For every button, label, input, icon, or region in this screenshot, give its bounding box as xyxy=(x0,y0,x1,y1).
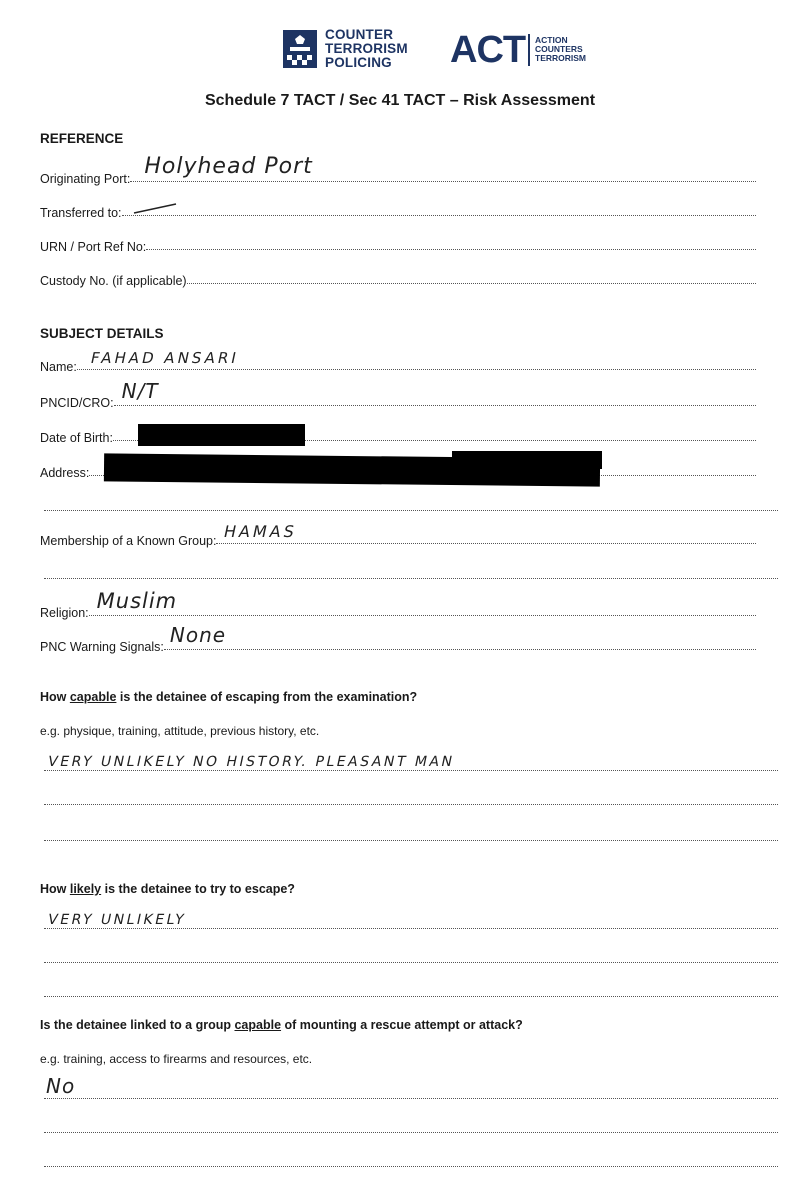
dob-label: Date of Birth: xyxy=(40,431,113,445)
transferred-to-field[interactable] xyxy=(40,198,756,220)
act-tagline-3: TERRORISM xyxy=(535,53,586,63)
ctp-wordmark xyxy=(325,28,408,70)
answer-3-line-2[interactable] xyxy=(44,1132,778,1133)
reference-heading: REFERENCE xyxy=(40,131,124,146)
religion-field[interactable] xyxy=(40,589,756,620)
q2-text-post: is the detainee to try to escape? xyxy=(101,882,295,896)
answer-3-line-1[interactable] xyxy=(44,1074,778,1099)
act-tagline xyxy=(535,36,586,63)
counter-terrorism-policing-logo xyxy=(283,28,438,74)
religion-label: Religion: xyxy=(40,606,89,620)
police-crest-icon xyxy=(283,30,317,68)
name-field[interactable] xyxy=(40,349,756,374)
q3-text-emphasis: capable xyxy=(234,1018,282,1032)
ctp-line-2: TERRORISM xyxy=(325,41,408,56)
answer-1-line-2[interactable] xyxy=(44,804,778,805)
urn-label: URN / Port Ref No: xyxy=(40,240,147,254)
transferred-to-label: Transferred to: xyxy=(40,206,122,220)
q3-text-post: of mounting a rescue attempt or attack? xyxy=(281,1018,523,1032)
answer-2-line-1[interactable] xyxy=(44,912,778,929)
q1-text-post: is the detainee of escaping from the examination? xyxy=(116,690,418,704)
answer-2-value: VERY UNLIKELY xyxy=(46,912,188,928)
originating-port-value: Holyhead Port xyxy=(144,154,313,179)
pnc-warning-label: PNC Warning Signals: xyxy=(40,640,164,654)
pncid-field[interactable] xyxy=(40,379,756,410)
group-field[interactable] xyxy=(40,522,756,548)
answer-2-line-2[interactable] xyxy=(44,962,778,963)
act-tagline-1: ACTION xyxy=(535,35,568,45)
originating-port-label: Originating Port: xyxy=(40,172,131,186)
dob-redaction xyxy=(138,424,305,446)
q2-text-emphasis: likely xyxy=(69,882,102,896)
religion-value: Muslim xyxy=(96,589,178,613)
q2-text-pre: How xyxy=(40,882,70,896)
answer-3-line-3[interactable] xyxy=(44,1166,778,1167)
name-label: Name: xyxy=(40,360,77,374)
pncid-value: N/T xyxy=(121,379,159,403)
act-logo xyxy=(450,30,600,72)
form-title: Schedule 7 TACT / Sec 41 TACT – Risk Assessment xyxy=(204,92,596,109)
group-label: Membership of a Known Group: xyxy=(40,534,217,548)
answer-1-value: VERY UNLIKELY NO HISTORY. PLEASANT MAN xyxy=(46,754,457,770)
group-value: HAMAS xyxy=(222,522,300,541)
name-value: FAHAD ANSARI xyxy=(88,349,241,367)
custody-label: Custody No. (if applicable) xyxy=(40,274,187,288)
dash-mark-icon xyxy=(132,201,178,215)
address-redaction-2 xyxy=(452,451,602,469)
address-line-2[interactable] xyxy=(44,510,778,511)
answer-1-line-3[interactable] xyxy=(44,840,778,841)
question-linked-group xyxy=(40,1018,523,1032)
address-label: Address: xyxy=(40,466,90,480)
q1-text-pre: How xyxy=(40,690,70,704)
question-linked-group-hint: e.g. training, access to firearms and resources, etc. xyxy=(40,1052,313,1066)
ctp-line-1: COUNTER xyxy=(325,27,394,42)
question-capable-escape xyxy=(40,690,417,704)
act-divider xyxy=(528,34,530,66)
answer-2-line-3[interactable] xyxy=(44,996,778,997)
group-line-2[interactable] xyxy=(44,578,778,579)
pncid-label: PNCID/CRO: xyxy=(40,396,114,410)
custody-field[interactable] xyxy=(40,266,756,288)
question-likely-escape xyxy=(40,882,295,896)
pnc-warning-value: None xyxy=(169,623,227,647)
q1-text-emphasis: capable xyxy=(69,690,117,704)
question-capable-escape-hint: e.g. physique, training, attitude, previous history, etc. xyxy=(40,724,320,738)
subject-details-heading: SUBJECT DETAILS xyxy=(40,326,164,341)
ctp-line-3: POLICING xyxy=(325,55,392,70)
answer-3-value: No xyxy=(46,1074,76,1098)
act-tagline-2: COUNTERS xyxy=(535,44,583,54)
urn-field[interactable] xyxy=(40,232,756,254)
answer-1-line-1[interactable] xyxy=(44,754,778,771)
q3-text-pre: Is the detainee linked to a group xyxy=(40,1018,235,1032)
originating-port-field[interactable] xyxy=(40,154,756,186)
act-wordmark: ACT xyxy=(450,29,526,71)
pnc-warning-field[interactable] xyxy=(40,623,756,654)
